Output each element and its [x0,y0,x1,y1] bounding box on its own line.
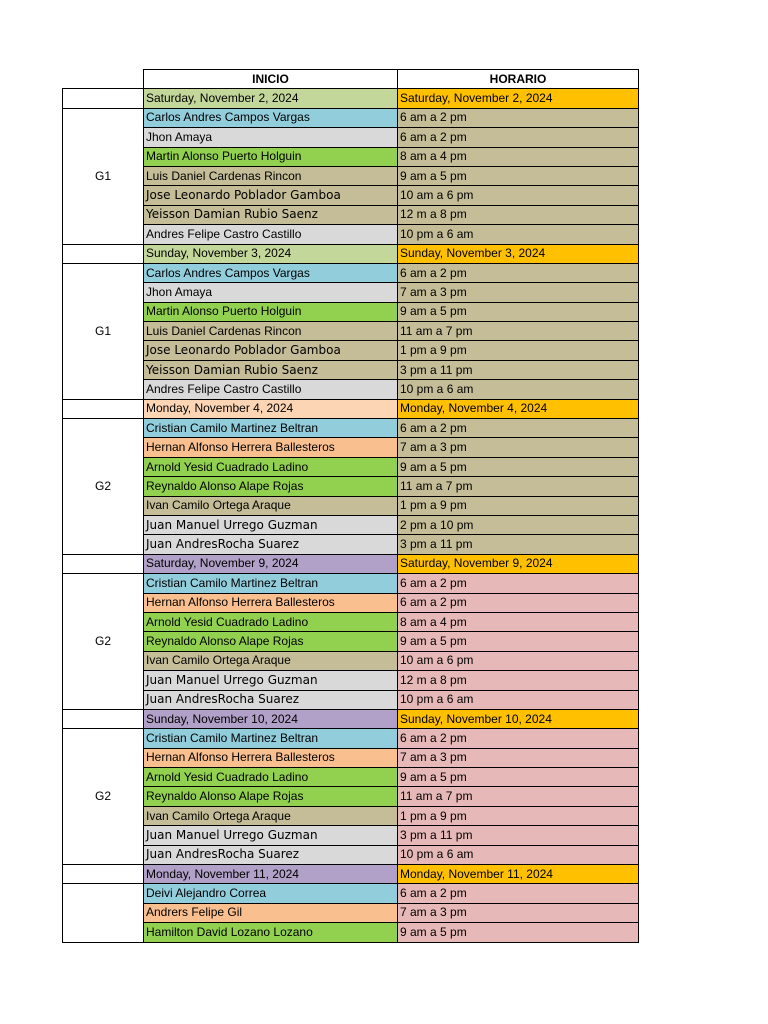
date-row [63,709,639,728]
table-row [63,457,639,476]
employee-name-cell[interactable]: Arnold Yesid Cuadrado Ladino [144,768,398,787]
shift-hours-cell[interactable]: 6 am a 2 pm [398,419,639,438]
shift-hours-cell[interactable]: 7 am a 3 pm [398,438,639,457]
shift-hours-cell[interactable]: 11 am a 7 pm [398,787,639,806]
table-row [63,826,639,845]
employee-name-cell[interactable]: Juan Manuel Urrego Guzman [144,515,398,534]
shift-hours-cell[interactable]: 6 am a 2 pm [398,128,639,147]
employee-name-cell[interactable]: Cristian Camilo Martinez Beltran [144,419,398,438]
horario-date-cell[interactable]: Sunday, November 10, 2024 [398,709,639,728]
shift-hours-cell[interactable]: 7 am a 3 pm [398,283,639,302]
shift-hours-cell[interactable]: 9 am a 5 pm [398,632,639,651]
table-row [63,535,639,554]
employee-name-cell[interactable]: Ivan Camilo Ortega Araque [144,806,398,825]
shift-hours-cell[interactable]: 10 pm a 6 am [398,845,639,864]
employee-name-cell[interactable]: Arnold Yesid Cuadrado Ladino [144,612,398,631]
table-row [63,496,639,515]
table-row [63,632,639,651]
shift-hours-cell[interactable]: 8 am a 4 pm [398,147,639,166]
employee-name-cell[interactable]: Reynaldo Alonso Alape Rojas [144,477,398,496]
employee-name-cell[interactable]: Cristian Camilo Martinez Beltran [144,574,398,593]
shift-hours-cell[interactable]: 11 am a 7 pm [398,477,639,496]
employee-name-cell[interactable]: Jhon Amaya [144,283,398,302]
schedule-table [62,69,639,943]
table-row [63,884,639,903]
inicio-date-cell[interactable]: Sunday, November 10, 2024 [144,709,398,728]
table-row [63,341,639,360]
group-spacer-cell [63,244,144,263]
employee-name-cell[interactable]: Juan AndresRocha Suarez [144,845,398,864]
employee-name-cell[interactable]: Juan Manuel Urrego Guzman [144,826,398,845]
table-row [63,845,639,864]
shift-hours-cell[interactable]: 10 am a 6 pm [398,186,639,205]
employee-name-cell[interactable]: Andres Felipe Castro Castillo [144,225,398,244]
horario-date-cell[interactable]: Monday, November 4, 2024 [398,399,639,418]
shift-hours-cell[interactable]: 9 am a 5 pm [398,166,639,185]
employee-name-cell[interactable]: Cristian Camilo Martinez Beltran [144,729,398,748]
shift-hours-cell[interactable]: 6 am a 2 pm [398,884,639,903]
employee-name-cell[interactable]: Juan AndresRocha Suarez [144,535,398,554]
shift-hours-cell[interactable]: 8 am a 4 pm [398,612,639,631]
shift-hours-cell[interactable]: 10 am a 6 pm [398,651,639,670]
table-row [63,671,639,690]
employee-name-cell[interactable]: Hernan Alfonso Herrera Ballesteros [144,438,398,457]
shift-hours-cell[interactable]: 1 pm a 9 pm [398,496,639,515]
table-row [63,128,639,147]
group-spacer-cell [63,399,144,418]
employee-name-cell[interactable]: Martin Alonso Puerto Holguin [144,147,398,166]
employee-name-cell[interactable]: Andres Felipe Castro Castillo [144,380,398,399]
table-row [63,923,639,942]
shift-hours-cell[interactable]: 10 pm a 6 am [398,380,639,399]
group-label[interactable] [63,884,144,942]
horario-date-cell[interactable]: Saturday, November 2, 2024 [398,89,639,108]
employee-name-cell[interactable]: Jhon Amaya [144,128,398,147]
group-spacer-cell [63,709,144,728]
table-row [63,166,639,185]
shift-hours-cell[interactable]: 12 m a 8 pm [398,205,639,224]
shift-hours-cell[interactable]: 12 m a 8 pm [398,671,639,690]
table-row [63,903,639,922]
horario-date-cell[interactable]: Monday, November 11, 2024 [398,865,639,884]
employee-name-cell[interactable]: Yeisson Damian Rubio Saenz [144,360,398,379]
header-row [63,70,639,89]
employee-name-cell[interactable]: Ivan Camilo Ortega Araque [144,651,398,670]
table-row [63,438,639,457]
table-row [63,186,639,205]
employee-name-cell[interactable]: Ivan Camilo Ortega Araque [144,496,398,515]
shift-hours-cell[interactable]: 6 am a 2 pm [398,263,639,282]
employee-name-cell[interactable]: Reynaldo Alonso Alape Rojas [144,787,398,806]
employee-name-cell[interactable]: Andrers Felipe Gil [144,903,398,922]
table-row [63,380,639,399]
group-label[interactable]: G1 [63,108,144,244]
header-inicio: INICIO [144,70,398,89]
shift-hours-cell[interactable]: 6 am a 2 pm [398,108,639,127]
date-row [63,865,639,884]
header-horario: HORARIO [398,70,639,89]
employee-name-cell[interactable]: Hamilton David Lozano Lozano [144,923,398,942]
employee-name-cell[interactable]: Hernan Alfonso Herrera Ballesteros [144,593,398,612]
shift-hours-cell[interactable]: 6 am a 2 pm [398,574,639,593]
table-row [63,768,639,787]
shift-hours-cell[interactable]: 9 am a 5 pm [398,768,639,787]
table-row [63,806,639,825]
shift-hours-cell[interactable]: 6 am a 2 pm [398,593,639,612]
inicio-date-cell[interactable]: Monday, November 11, 2024 [144,865,398,884]
group-label[interactable]: G2 [63,419,144,555]
table-row [63,205,639,224]
group-spacer-cell [63,554,144,573]
shift-hours-cell[interactable]: 7 am a 3 pm [398,903,639,922]
table-row [63,612,639,631]
inicio-date-cell[interactable]: Monday, November 4, 2024 [144,399,398,418]
date-row [63,89,639,108]
table-row [63,322,639,341]
group-label[interactable]: G2 [63,574,144,710]
employee-name-cell[interactable]: Luis Daniel Cardenas Rincon [144,166,398,185]
date-row [63,554,639,573]
shift-hours-cell[interactable]: 3 pm a 11 pm [398,360,639,379]
employee-name-cell[interactable]: Hernan Alfonso Herrera Ballesteros [144,748,398,767]
shift-hours-cell[interactable]: 2 pm a 10 pm [398,515,639,534]
table-row [63,651,639,670]
employee-name-cell[interactable]: Juan AndresRocha Suarez [144,690,398,709]
employee-name-cell[interactable]: Luis Daniel Cardenas Rincon [144,322,398,341]
employee-name-cell[interactable]: Deivi Alejandro Correa [144,884,398,903]
table-row [63,787,639,806]
shift-hours-cell[interactable]: 1 pm a 9 pm [398,806,639,825]
table-row [63,729,639,748]
group-spacer-cell [63,865,144,884]
shift-hours-cell[interactable]: 7 am a 3 pm [398,748,639,767]
table-row [63,690,639,709]
inicio-date-cell[interactable]: Saturday, November 2, 2024 [144,89,398,108]
table-row [63,108,639,127]
employee-name-cell[interactable]: Carlos Andres Campos Vargas [144,263,398,282]
table-row [63,477,639,496]
group-label[interactable]: G2 [63,729,144,865]
employee-name-cell[interactable]: Juan Manuel Urrego Guzman [144,671,398,690]
employee-name-cell[interactable]: Yeisson Damian Rubio Saenz [144,205,398,224]
date-row [63,244,639,263]
horario-date-cell[interactable]: Sunday, November 3, 2024 [398,244,639,263]
header-blank-cell [63,70,144,89]
shift-hours-cell[interactable]: 1 pm a 9 pm [398,341,639,360]
table-row [63,302,639,321]
table-row [63,225,639,244]
schedule-body [63,70,639,943]
table-row [63,283,639,302]
shift-hours-cell[interactable]: 3 pm a 11 pm [398,535,639,554]
table-row [63,360,639,379]
shift-hours-cell[interactable]: 10 pm a 6 am [398,225,639,244]
table-row [63,515,639,534]
table-row [63,593,639,612]
shift-hours-cell[interactable]: 9 am a 5 pm [398,457,639,476]
employee-name-cell[interactable]: Jose Leonardo Poblador Gamboa [144,341,398,360]
shift-hours-cell[interactable]: 11 am a 7 pm [398,322,639,341]
table-row [63,574,639,593]
inicio-date-cell[interactable]: Saturday, November 9, 2024 [144,554,398,573]
date-row [63,399,639,418]
table-row [63,748,639,767]
inicio-date-cell[interactable]: Sunday, November 3, 2024 [144,244,398,263]
table-row [63,419,639,438]
shift-hours-cell[interactable]: 10 pm a 6 am [398,690,639,709]
group-spacer-cell [63,89,144,108]
table-row [63,263,639,282]
employee-name-cell[interactable]: Martin Alonso Puerto Holguin [144,302,398,321]
shift-hours-cell[interactable]: 6 am a 2 pm [398,729,639,748]
employee-name-cell[interactable]: Arnold Yesid Cuadrado Ladino [144,457,398,476]
employee-name-cell[interactable]: Jose Leonardo Poblador Gamboa [144,186,398,205]
horario-date-cell[interactable]: Saturday, November 9, 2024 [398,554,639,573]
group-label[interactable]: G1 [63,263,144,399]
employee-name-cell[interactable]: Reynaldo Alonso Alape Rojas [144,632,398,651]
shift-hours-cell[interactable]: 9 am a 5 pm [398,923,639,942]
table-row [63,147,639,166]
employee-name-cell[interactable]: Carlos Andres Campos Vargas [144,108,398,127]
shift-hours-cell[interactable]: 3 pm a 11 pm [398,826,639,845]
shift-hours-cell[interactable]: 9 am a 5 pm [398,302,639,321]
